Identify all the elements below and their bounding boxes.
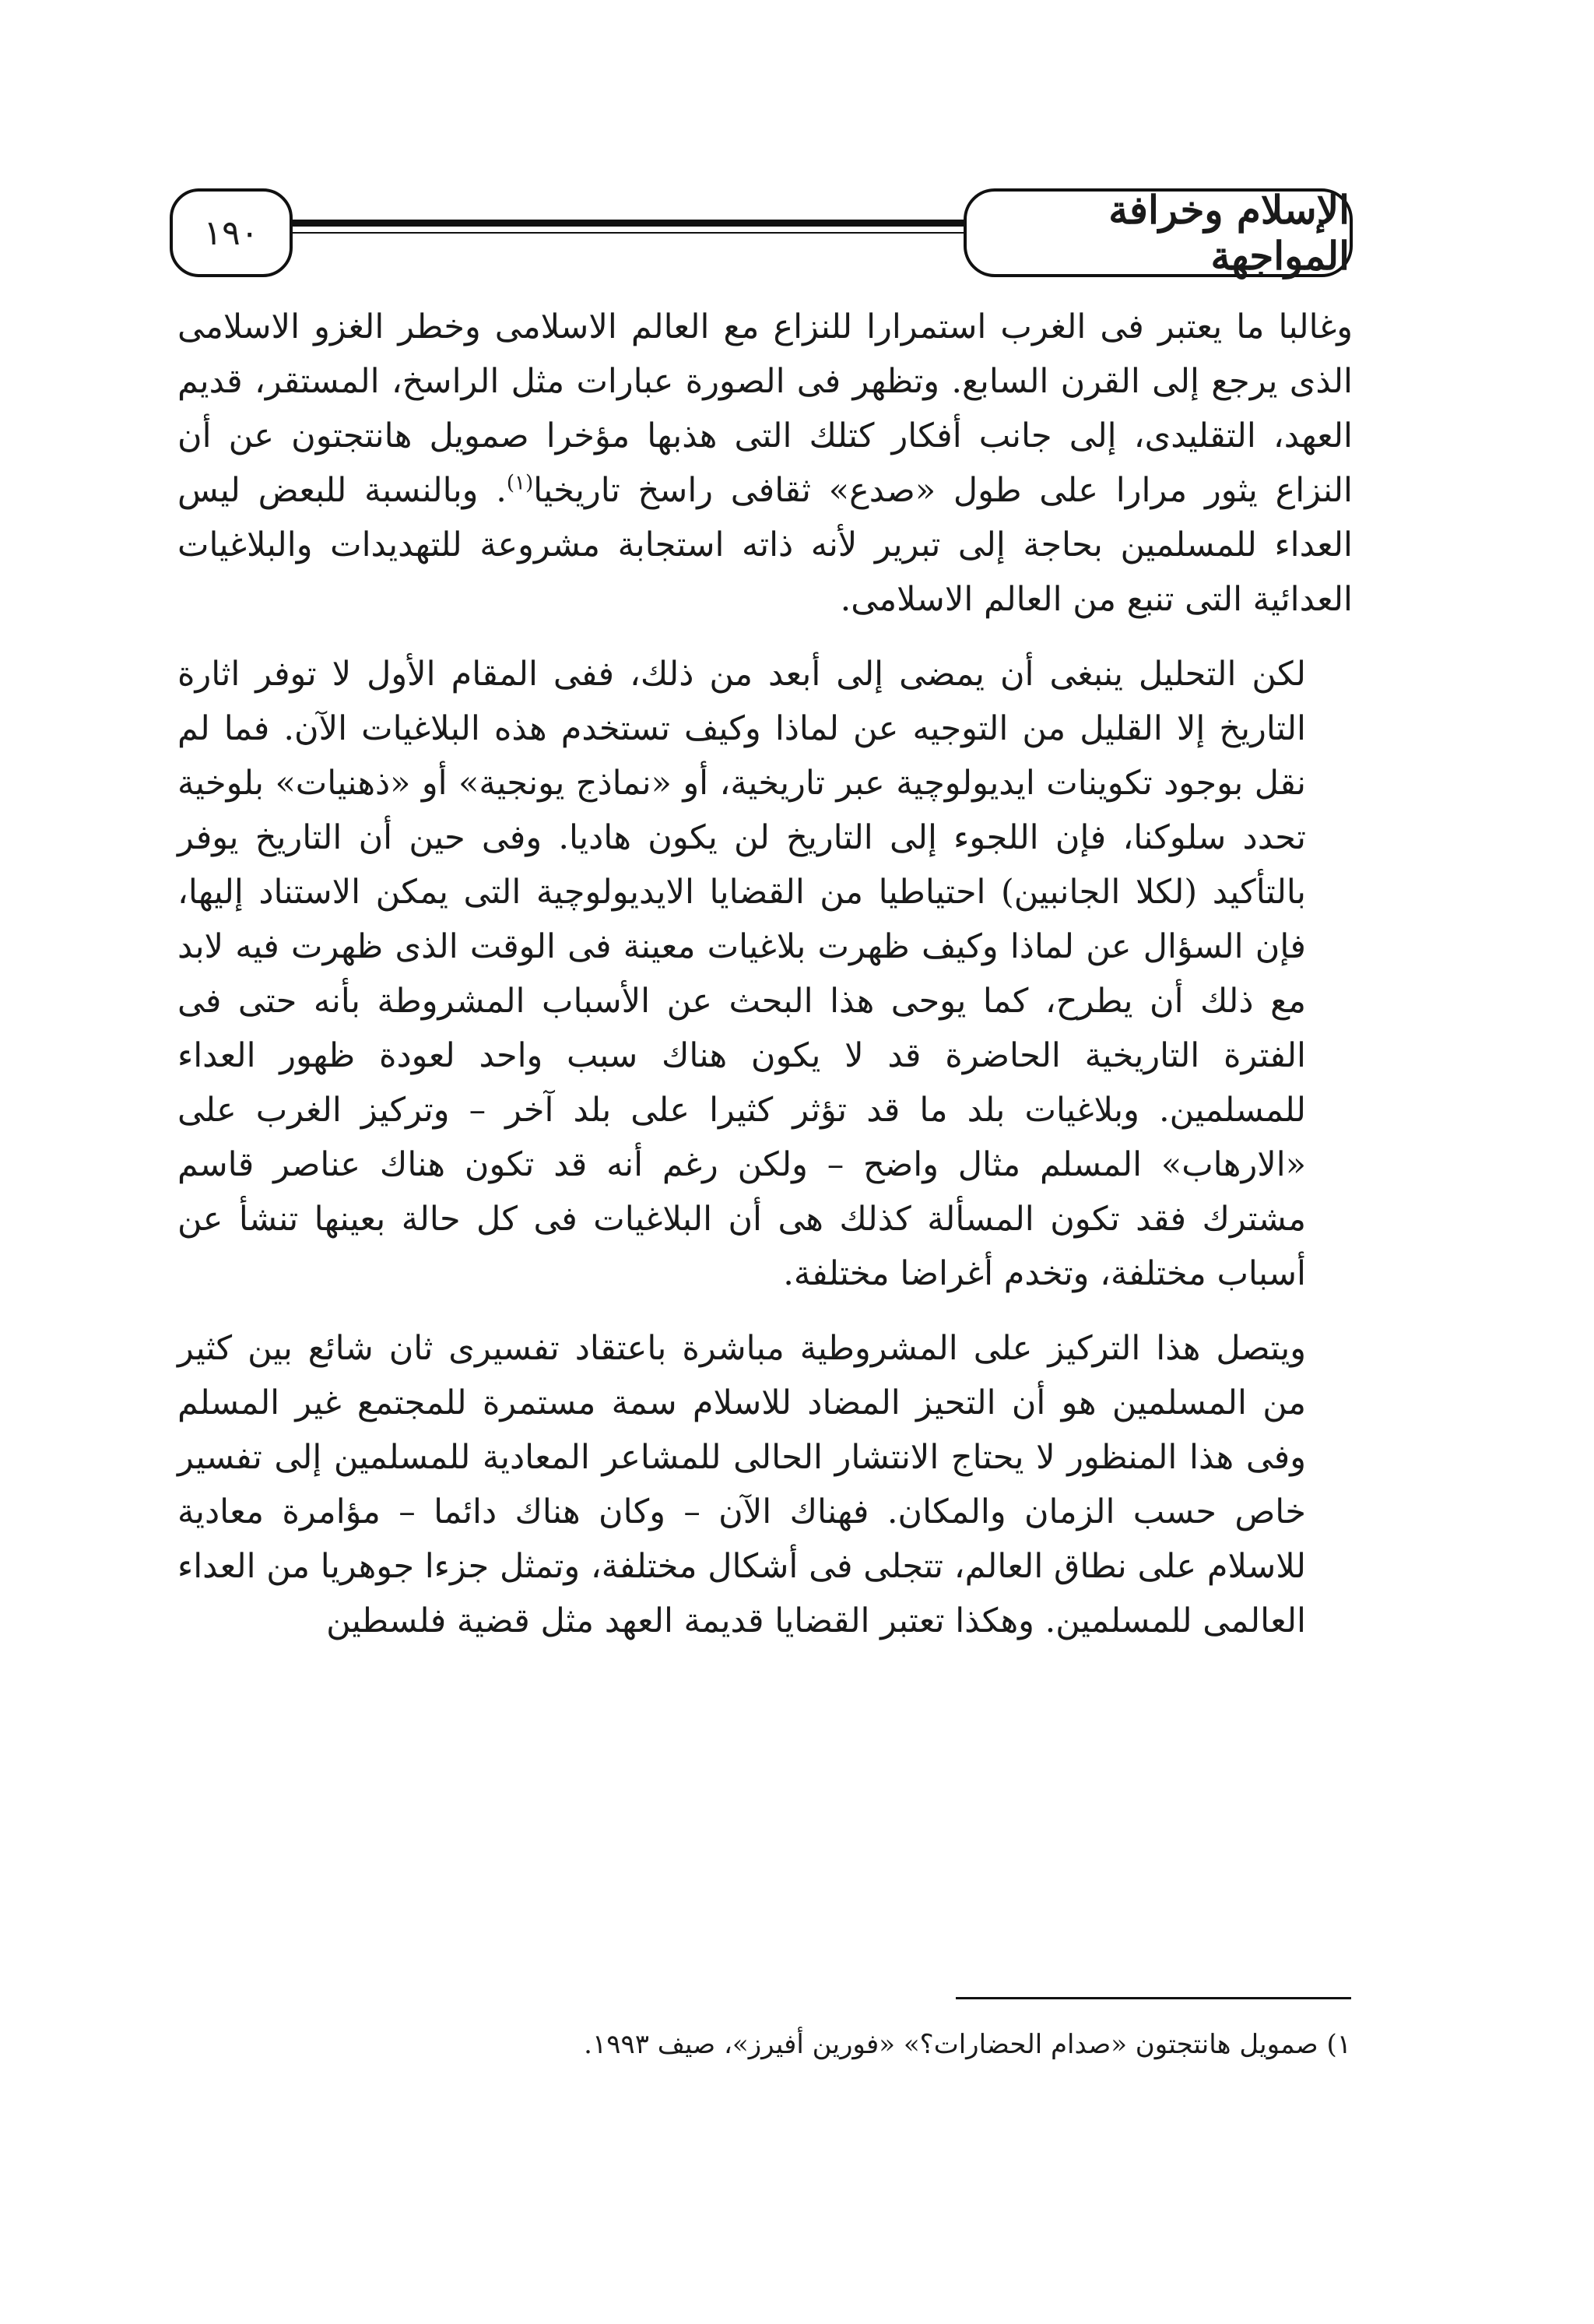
page-header [170, 188, 1353, 282]
header-rule-thin [291, 232, 965, 234]
footnote: ١) صمويل هانتجتون «صدام الحضارات؟» «فورين أفيرز»، صيف ١٩٩٣. [584, 2029, 1351, 2060]
header-rule-thick [291, 220, 965, 227]
paragraph-1-tail: . وبالنسبة للبعض ليس العداء للمسلمين بحاجة إلى تبرير لأنه ذاته استجابة مشروعة للتهديدات والبلاغيات العدائية التى تنبع من العالم الاسلامى. [177, 471, 1353, 619]
paragraph-1 [177, 300, 1353, 627]
paragraph-1-text: وغالبا ما يعتبر فى الغرب استمرارا للنزاع مع العالم الاسلامى وخطر الغزو الاسلامى الذى يرجع إلى القرن السابع. وتظهر فى الصورة عبارات مثل الراسخ، المستقر، قديم العهد، التقليدى، إلى جانب أفكار كتلك التى هذبها مؤخرا صمويل هانتجتون عن أن النزاع يثور مرارا على طول «صدع» ثقافى راسخ تاريخيا [177, 308, 1353, 510]
paragraph-3: ويتصل هذا التركيز على المشروطية مباشرة باعتقاد تفسيرى ثان شائع بين كثير من المسلمين هو أن التحيز المضاد للاسلام سمة مستمرة للمجتمع غير المسلم وفى هذا المنظور لا يحتاج الانتشار الحالى للمشاعر المعادية للمسلمين إلى تفسير خاص حسب الزمان والمكان. فهناك الآن – وكان هناك دائما – مؤامرة معادية للاسلام على نطاق العالم، تتجلى فى أشكال مختلفة، وتمثل جزءا جوهريا من العداء العالمى للمسلمين. وهكذا تعتبر القضايا قديمة العهد مثل قضية فلسطين [177, 1329, 1306, 1640]
paragraph-2: لكن التحليل ينبغى أن يمضى إلى أبعد من ذلك، ففى المقام الأول لا توفر اثارة التاريخ إلا القليل من التوجيه عن لماذا وكيف تستخدم هذه البلاغيات الآن. فما لم نقل بوجود تكوينات ايديولوچية عبر تاريخية، أو «نماذج يونجية» أو «ذهنيات» بلوخية تحدد سلوكنا، فإن اللجوء إلى التاريخ لن يكون هاديا. وفى حين أن التاريخ يوفر بالتأكيد (لكلا الجانبين) احتياطيا من القضايا الايديولوچية التى يمكن الاستناد إليها، فإن السؤال عن لماذا وكيف ظهرت بلاغيات معينة فى الوقت الذى ظهرت فيه لابد مع ذلك أن يطرح، كما يوحى هذا البحث عن الأسباب المشروطة بأنه حتى فى الفترة التاريخية الحاضرة قد لا يكون هناك سبب واحد لعودة ظهور العداء للمسلمين. وبلاغيات بلد ما قد تؤثر كثيرا على بلد آخر – وتركيز الغرب على «الارهاب» المسلم مثال واضح – ولكن رغم أنه قد تكون هناك عناصر قاسم مشترك فقد تكون المسألة كذلك هى أن البلاغيات فى كل حالة بعينها تنشأ عن أسباب مختلفة، وتخدم أغراضا مختلفة. [177, 655, 1306, 1293]
running-title: الإسلام وخرافة المواجهة [964, 188, 1353, 277]
footnote-reference: (١) [506, 471, 534, 495]
body-text [177, 300, 1353, 1648]
page-number: ١٩٠ [170, 188, 293, 277]
footnote-separator [956, 1997, 1351, 1999]
